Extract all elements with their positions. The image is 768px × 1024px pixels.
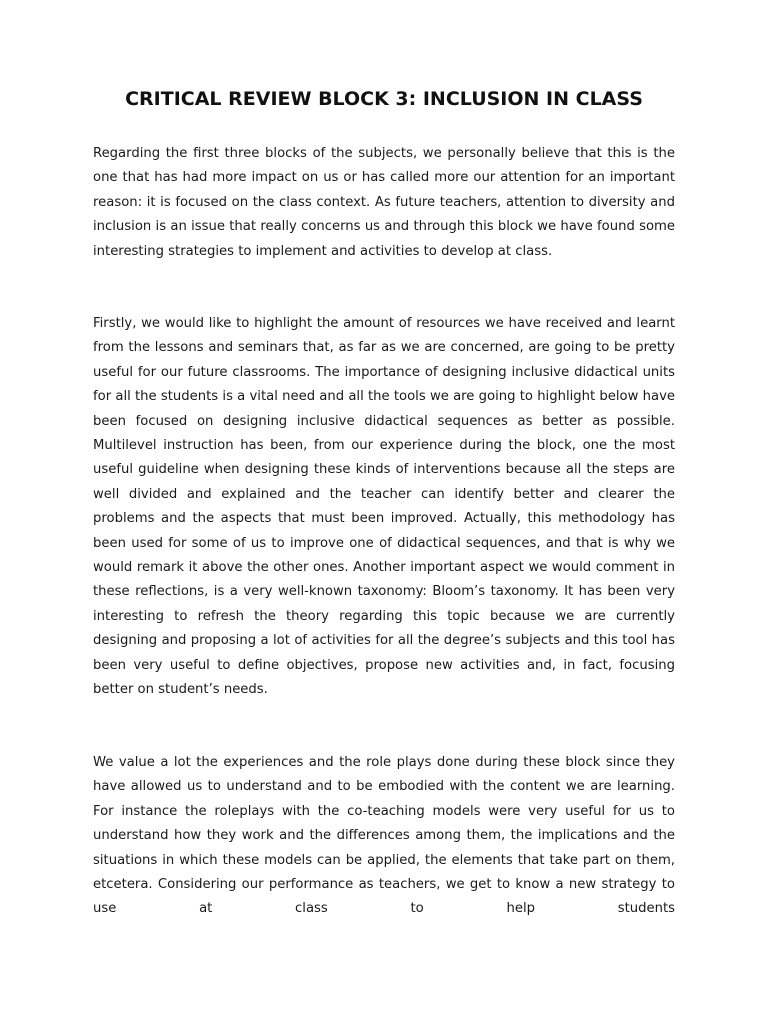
paragraph-resources: Firstly, we would like to highlight the amount of resources we have received and learnt from the lessons and seminars that, as far as we are concerned, are going to be pretty useful for our future classrooms. The importance of designing inclusive didactical units for all the students is a vital need and all the tools we are going to highlight below have been focused on designing inclusive didactical sequences as better as possible. Multilevel instruction has been, from our experience during the block, one the most useful guideline when designing these kinds of interventions because all the steps are well divided and explained and the teacher can identify better and clearer the problems and the aspects that must been improved. Actually, this methodology has been used for some of us to improve one of didactical sequences, and that is why we would remark it above the other ones. Another important aspect we would comment in these reflections, is a very well-known taxonomy: Bloom’s taxonomy. It has been very interesting to refresh the theory regarding this topic because we are currently designing and proposing a lot of activities for all the degree’s subjects and this tool has been very useful to define objectives, propose new activities and, in fact, focusing better on student’s needs.	[93, 316, 675, 698]
paragraph-experiences: We value a lot the experiences and the role plays done during these block since they have allowed us to understand and to be embodied with the content we are learning. For instance the roleplays with the co-teaching models were very useful for us to understand how they work and the differences among them, the implications and the situations in which these models can be applied, the elements that take part on them, etcetera. Considering our performance as teachers, we get to know a new strategy to use at class to help students	[93, 755, 675, 917]
paragraph-intro: Regarding the first three blocks of the subjects, we personally believe that this is the one that has had more impact on us or has called more our attention for an important reason: it is focused on the class context. As future teachers, attention to diversity and inclusion is an issue that really concerns us and through this block we have found some interesting strategies to implement and activities to develop at class.	[93, 146, 675, 259]
document-title: CRITICAL REVIEW BLOCK 3: INCLUSION IN CLASS	[125, 88, 643, 110]
